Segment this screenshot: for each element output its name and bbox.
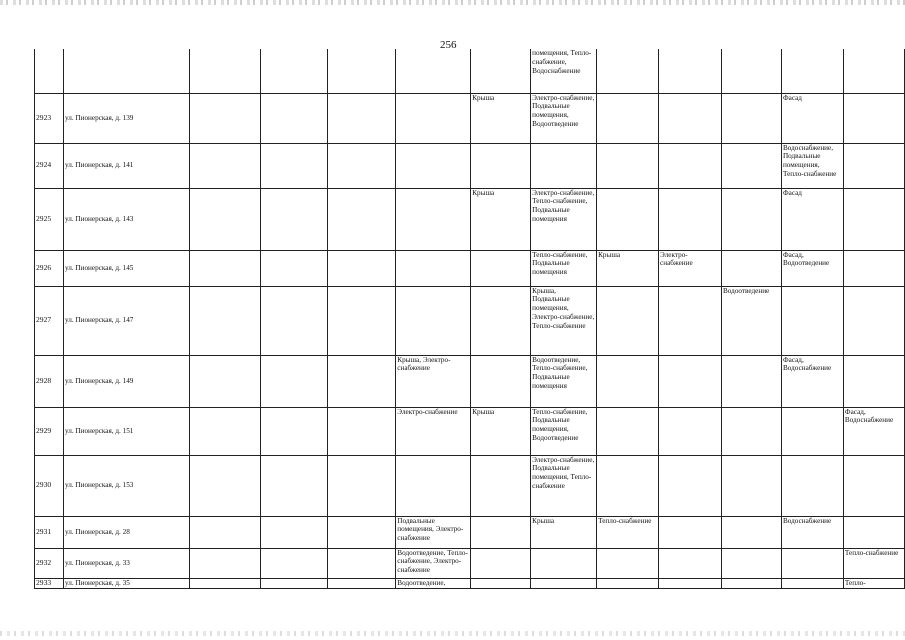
- work-type-cell: [328, 188, 396, 250]
- work-type-cell: Крыша: [597, 250, 659, 286]
- work-type-cell: [189, 407, 260, 455]
- work-type-cell: [260, 548, 328, 578]
- work-type-cell: [396, 143, 471, 188]
- table-row: [35, 188, 905, 250]
- work-type-cell: [781, 286, 843, 355]
- address-cell: ул. Пионерская, д. 28: [63, 516, 189, 548]
- row-number-cell: 2926: [35, 250, 64, 286]
- address-cell: ул. Пионерская, д. 145: [63, 250, 189, 286]
- work-type-cell: [597, 188, 659, 250]
- work-type-cell: [189, 455, 260, 516]
- work-type-cell: [328, 286, 396, 355]
- row-number-cell: 2933: [35, 578, 64, 588]
- header-cell: [721, 49, 781, 93]
- work-type-cell: Электро-снабжение, Тепло-снабжение, Подвальные помещения: [531, 188, 597, 250]
- work-type-cell: [531, 143, 597, 188]
- work-type-cell: [721, 250, 781, 286]
- work-type-cell: Фасад, Водоотведение: [781, 250, 843, 286]
- work-type-cell: [843, 516, 904, 548]
- scan-edge-bottom: [0, 631, 905, 636]
- work-type-cell: Крыша: [471, 407, 531, 455]
- work-type-cell: [328, 548, 396, 578]
- work-type-cell: Подвальные помещения, Электро-снабжение: [396, 516, 471, 548]
- table-row: [35, 250, 905, 286]
- work-type-cell: [721, 188, 781, 250]
- work-type-cell: [471, 548, 531, 578]
- address-cell: ул. Пионерская, д. 149: [63, 355, 189, 407]
- work-type-cell: [721, 143, 781, 188]
- work-type-cell: [396, 93, 471, 143]
- header-cell: [597, 49, 659, 93]
- work-type-cell: [843, 286, 904, 355]
- work-type-cell: [260, 188, 328, 250]
- work-type-cell: Тепло-снабжение: [843, 548, 904, 578]
- table-row: [35, 407, 905, 455]
- work-type-cell: [328, 250, 396, 286]
- work-type-cell: [659, 578, 722, 588]
- work-type-cell: Тепло-снабжение, Подвальные помещения, Водоотведение: [531, 407, 597, 455]
- header-cell: помещения, Тепло-снабжение, Водоснабжение: [531, 49, 597, 93]
- work-type-cell: [396, 188, 471, 250]
- work-type-cell: [659, 143, 722, 188]
- work-type-cell: [843, 188, 904, 250]
- work-type-cell: Водоснабжение: [781, 516, 843, 548]
- work-type-cell: Тепло-: [843, 578, 904, 588]
- work-type-cell: [328, 355, 396, 407]
- work-type-cell: [721, 578, 781, 588]
- address-cell: ул. Пионерская, д. 141: [63, 143, 189, 188]
- work-type-cell: [659, 355, 722, 407]
- work-type-cell: [189, 516, 260, 548]
- table-row: [35, 93, 905, 143]
- address-cell: ул. Пионерская, д. 151: [63, 407, 189, 455]
- work-type-cell: [531, 548, 597, 578]
- work-type-cell: [843, 143, 904, 188]
- work-type-cell: [396, 250, 471, 286]
- work-type-cell: [721, 407, 781, 455]
- work-type-cell: Крыша: [471, 188, 531, 250]
- work-type-cell: Тепло-снабжение, Подвальные помещения: [531, 250, 597, 286]
- row-number-cell: 2931: [35, 516, 64, 548]
- header-cell: [260, 49, 328, 93]
- work-type-cell: [659, 516, 722, 548]
- work-type-cell: [721, 93, 781, 143]
- work-type-cell: [260, 143, 328, 188]
- work-type-cell: [328, 578, 396, 588]
- work-type-cell: [721, 548, 781, 578]
- table-row: [35, 516, 905, 548]
- header-cell: [843, 49, 904, 93]
- work-type-cell: [189, 93, 260, 143]
- work-type-cell: [260, 516, 328, 548]
- work-type-cell: [781, 578, 843, 588]
- work-type-cell: [396, 286, 471, 355]
- table-row: [35, 455, 905, 516]
- work-type-cell: Крыша, Электро-снабжение: [396, 355, 471, 407]
- work-type-cell: [781, 455, 843, 516]
- address-cell: ул. Пионерская, д. 33: [63, 548, 189, 578]
- work-type-cell: Электро-снабжение, Подвальные помещения, Водоотведение: [531, 93, 597, 143]
- work-type-cell: Водоотведение,: [396, 578, 471, 588]
- work-type-cell: Тепло-снабжение: [597, 516, 659, 548]
- work-type-cell: Водоотведение, Тепло-снабжение, Электро-снабжение: [396, 548, 471, 578]
- row-number-cell: 2923: [35, 93, 64, 143]
- work-type-cell: [260, 93, 328, 143]
- work-type-cell: [260, 355, 328, 407]
- work-type-cell: Фасад: [781, 188, 843, 250]
- work-type-cell: [597, 143, 659, 188]
- work-type-cell: [328, 516, 396, 548]
- work-type-cell: [843, 355, 904, 407]
- work-type-cell: [189, 355, 260, 407]
- work-type-cell: [721, 455, 781, 516]
- header-cell: [781, 49, 843, 93]
- work-type-cell: Крыша: [471, 93, 531, 143]
- work-type-cell: [328, 407, 396, 455]
- work-type-cell: [189, 286, 260, 355]
- work-type-cell: [659, 455, 722, 516]
- work-type-cell: Фасад: [781, 93, 843, 143]
- work-type-cell: [721, 355, 781, 407]
- work-type-cell: Фасад, Водоснабжение: [781, 355, 843, 407]
- work-type-cell: [597, 548, 659, 578]
- work-type-cell: [659, 286, 722, 355]
- work-type-cell: [721, 516, 781, 548]
- work-type-cell: [471, 516, 531, 548]
- table-row: [35, 578, 905, 588]
- address-cell: ул. Пионерская, д. 153: [63, 455, 189, 516]
- work-type-cell: [781, 407, 843, 455]
- work-type-cell: [597, 455, 659, 516]
- work-type-cell: [659, 188, 722, 250]
- work-type-cell: [328, 455, 396, 516]
- row-number-cell: 2928: [35, 355, 64, 407]
- work-type-cell: [531, 578, 597, 588]
- work-type-cell: [189, 578, 260, 588]
- row-number-cell: 2930: [35, 455, 64, 516]
- work-type-cell: Водоотведение: [721, 286, 781, 355]
- work-type-cell: Электро-снабжение: [396, 407, 471, 455]
- table-row: [35, 143, 905, 188]
- header-cell: [471, 49, 531, 93]
- work-type-cell: [396, 455, 471, 516]
- work-type-cell: [471, 578, 531, 588]
- work-type-cell: [597, 286, 659, 355]
- work-type-cell: Водоснабжение, Подвальные помещения, Тепло-снабжение: [781, 143, 843, 188]
- work-type-cell: [781, 548, 843, 578]
- work-type-cell: Электро-снабжение, Подвальные помещения, Тепло-снабжение: [531, 455, 597, 516]
- work-type-cell: [260, 578, 328, 588]
- row-number-cell: 2924: [35, 143, 64, 188]
- work-type-cell: [597, 578, 659, 588]
- table-row: [35, 286, 905, 355]
- work-type-cell: [659, 93, 722, 143]
- address-cell: ул. Пионерская, д. 143: [63, 188, 189, 250]
- work-type-cell: [471, 286, 531, 355]
- work-type-cell: [597, 355, 659, 407]
- address-cell: ул. Пионерская, д. 139: [63, 93, 189, 143]
- row-number-cell: 2927: [35, 286, 64, 355]
- work-type-cell: [471, 455, 531, 516]
- header-cell: [659, 49, 722, 93]
- work-type-cell: Крыша, Подвальные помещения, Электро-снабжение, Тепло-снабжение: [531, 286, 597, 355]
- work-type-cell: [189, 188, 260, 250]
- row-number-cell: 2932: [35, 548, 64, 578]
- header-cell: [63, 49, 189, 93]
- work-type-cell: [659, 407, 722, 455]
- work-type-cell: Фасад, Водоснабжение: [843, 407, 904, 455]
- header-cell: [396, 49, 471, 93]
- repair-schedule-table: [34, 49, 905, 589]
- work-type-cell: [843, 93, 904, 143]
- work-type-cell: [328, 143, 396, 188]
- work-type-cell: [189, 548, 260, 578]
- address-cell: ул. Пионерская, д. 35: [63, 578, 189, 588]
- page-number: 256: [440, 39, 457, 51]
- table-header-row: [35, 49, 905, 93]
- table-row: [35, 548, 905, 578]
- work-type-cell: [189, 143, 260, 188]
- work-type-cell: [471, 250, 531, 286]
- header-cell: [189, 49, 260, 93]
- header-cell: [328, 49, 396, 93]
- work-type-cell: [597, 93, 659, 143]
- work-type-cell: [471, 355, 531, 407]
- work-type-cell: [843, 250, 904, 286]
- table-row: [35, 355, 905, 407]
- work-type-cell: [260, 407, 328, 455]
- work-type-cell: [597, 407, 659, 455]
- scan-edge-top: [0, 0, 905, 5]
- address-cell: ул. Пионерская, д. 147: [63, 286, 189, 355]
- work-type-cell: [843, 455, 904, 516]
- row-number-cell: 2925: [35, 188, 64, 250]
- work-type-cell: [659, 548, 722, 578]
- work-type-cell: [471, 143, 531, 188]
- work-type-cell: [328, 93, 396, 143]
- work-type-cell: [189, 250, 260, 286]
- work-type-cell: [260, 455, 328, 516]
- work-type-cell: [260, 286, 328, 355]
- work-type-cell: Водоотведение, Тепло-снабжение, Подвальные помещения: [531, 355, 597, 407]
- work-type-cell: Крыша: [531, 516, 597, 548]
- work-type-cell: Электро-снабжение: [659, 250, 722, 286]
- work-type-cell: [260, 250, 328, 286]
- row-number-cell: 2929: [35, 407, 64, 455]
- header-cell: [35, 49, 64, 93]
